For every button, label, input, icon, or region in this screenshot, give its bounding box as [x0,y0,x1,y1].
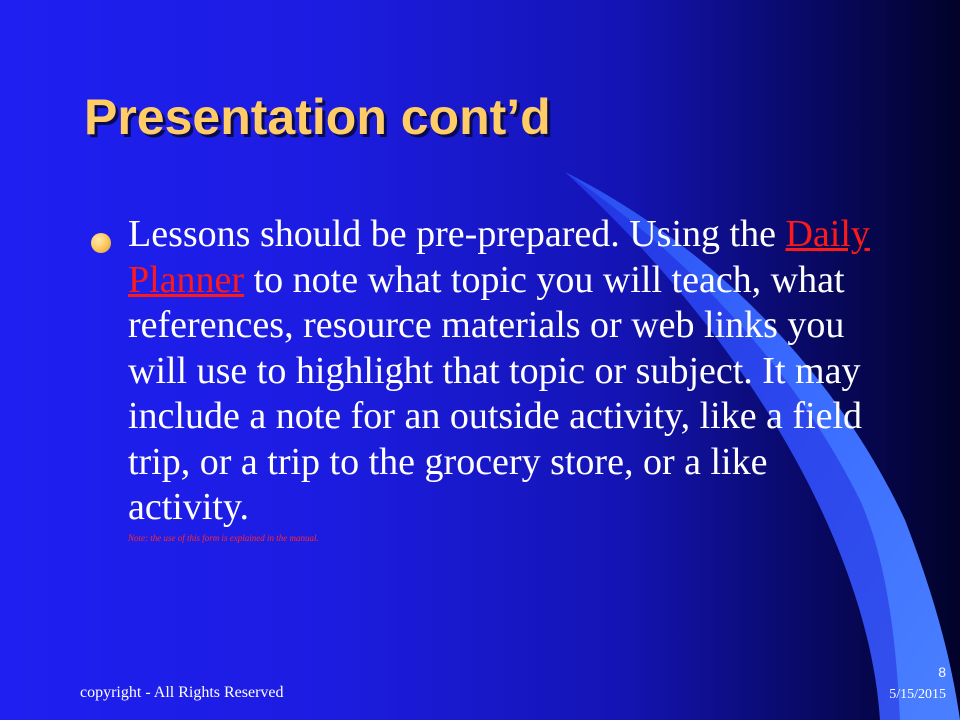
bullet-icon [91,233,111,253]
manual-note: Note: the use of this form is explained in the manual. [128,532,319,543]
copyright-footer: copyright - All Rights Reserved [80,684,284,701]
slide-title: Presentation cont’d [84,89,551,145]
daily-planner-link[interactable]: Daily Planner [128,213,870,301]
slide-date: 5/15/2015 [889,687,946,702]
body-text-end: to note what topic you will teach, what references, resource materials or web links you will use to highlight that topic or subject. It may include a note for an outside activity, like a field trip, or a trip to the grocery store, or a like activity. [128,258,863,528]
body-text-start: Lessons should be pre-prepared. Using the [128,213,786,255]
slide-number: 8 [938,664,946,680]
bullet-text [128,212,888,544]
